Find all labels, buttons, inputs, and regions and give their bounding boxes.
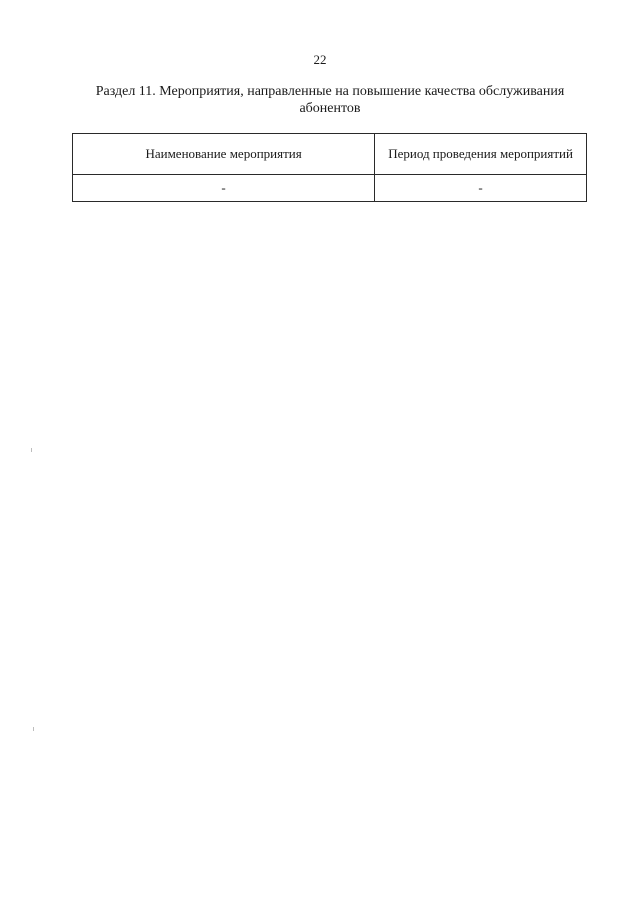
table-header-row [73,134,587,175]
measures-table [72,133,587,202]
scan-mark [33,727,34,731]
cell-period: - [375,175,587,202]
column-header-period: Период проведения мероприятий [375,134,587,175]
page-number: 22 [313,52,327,67]
section-title: Раздел 11. Мероприятия, направленные на повышение качества обслуживания абонентов [95,84,565,116]
scan-mark [31,448,32,452]
table-row [73,175,587,202]
cell-measure-name: - [73,175,375,202]
column-header-measure-name: Наименование мероприятия [73,134,375,175]
